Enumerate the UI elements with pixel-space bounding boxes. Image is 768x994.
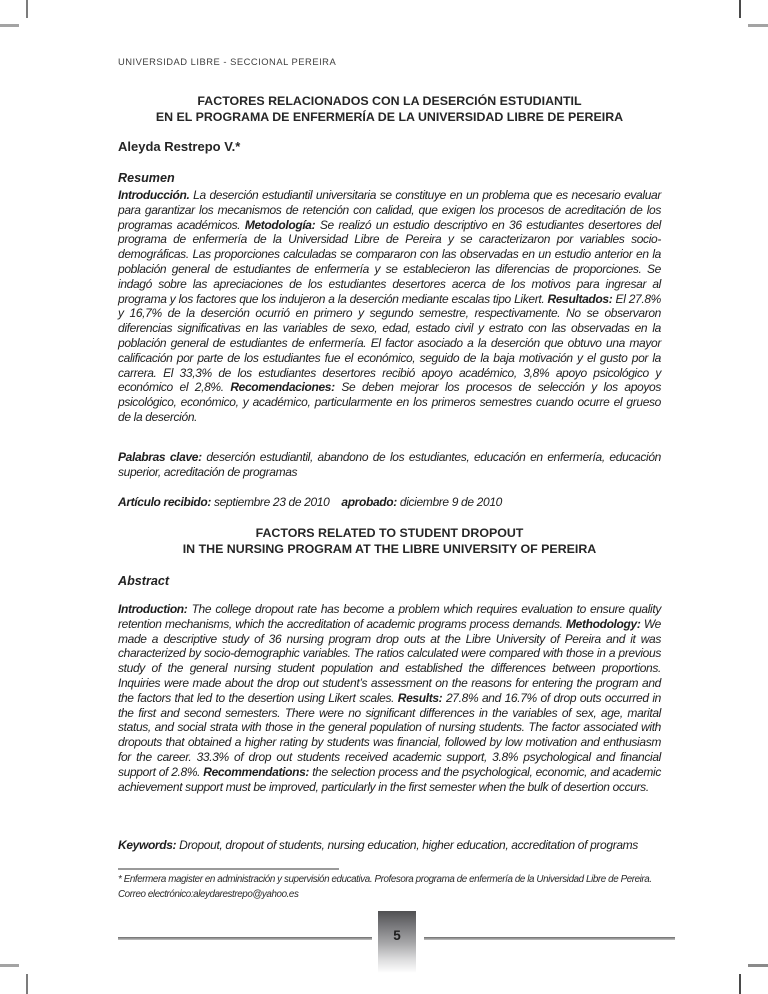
footnote-separator: [118, 868, 339, 870]
resumen-paragraph: Introducción. La deserción estudiantil universitaria se constituye en un problema que es necesario evaluar para garantizar los mecanismos de retención con calidad, que exigen los procesos de acreditación de los programas académicos. Metodología: Se realizó un estudio descriptivo en 36 estudiantes desertores del programa de enfermería de la Universidad Libre de Pereira y se caracterizaron por variables socio-demográficas. Las proporciones calculadas se compararon con las observadas en un estudio anterior en la población general de estudiantes de enfermería y se establecieron las diferencias de proporciones. Se indagó sobre las apreciaciones de los estudiantes desertores acerca de los motivos para ingresar al programa y los factores que los indujeron a la deserción mediante escalas tipo Likert. Resultados: El 27.8% y 16,7% de la deserción ocurrió en primero y segundo semestre, respectivamente. No se observaron diferencias significativas en las variables de sexo, edad, estado civil y estrato con las observadas en la población general de estudiantes de enfermería. El factor asociado a la deserción que obtuvo una mayor calificación por parte de los estudiantes fue el económico, seguido de la baja motivación y el gusto por la carrera. El 33,3% de los estudiantes desertores recibió apoyo académico, 3,8% apoyo psicológico y económico el 2,8%. Recomendaciones: Se deben mejorar los procesos de selección y los apoyos psicológico, económico, y académico, particularmente en los primeros semestres cuando ocurre el grueso de la deserción.: [118, 188, 661, 424]
page-number-tab: [378, 911, 416, 973]
article-title-es: [118, 94, 661, 125]
resumen-heading: Resumen: [118, 171, 175, 185]
article-title-en-line2: IN THE NURSING PROGRAM AT THE LIBRE UNIVERSITY OF PEREIRA: [182, 541, 597, 556]
palabras-clave-line: Palabras clave: deserción estudiantil, abandono de los estudiantes, educación en enfermería, educación superior, acreditación de programas: [118, 450, 661, 479]
article-title-en: [118, 526, 661, 558]
running-header: UNIVERSIDAD LIBRE - SECCIONAL PEREIRA: [118, 56, 337, 67]
footer-rule-left: [118, 937, 372, 940]
footnote: [118, 873, 678, 902]
received-approved-line: Artículo recibido: septiembre 23 de 2010 aprobado: diciembre 9 de 2010: [118, 495, 502, 509]
article-title-es-line1: FACTORES RELACIONADOS CON LA DESERCIÓN ESTUDIANTIL: [197, 94, 582, 108]
crop-mark-top-left-horizontal: [0, 24, 19, 27]
author-name: Aleyda Restrepo V.*: [118, 139, 241, 154]
article-title-en-line1: FACTORS RELATED TO STUDENT DROPOUT: [255, 526, 524, 540]
crop-mark-top-right-vertical: [739, 0, 741, 18]
crop-mark-bottom-right-horizontal: [748, 964, 768, 967]
crop-mark-bottom-left-horizontal: [0, 964, 19, 967]
page-number: 5: [393, 928, 401, 943]
crop-mark-bottom-right-vertical: [739, 974, 741, 994]
abstract-paragraph: Introduction: The college dropout rate has become a problem which requires evaluation to ensure quality retention mechanisms, which the accreditation of academic programs process demands. Methodology: We made a descriptive study of 36 nursing program drop outs at the Libre University of Pereira and it was characterized by socio-demographic variables. The ratios calculated were compared with those in a previous study of the general nursing student population and established the differences between proportions. Inquiries were made about the drop out student’s assessment on the reasons for entering the program and the factors that led to the desertion using Likert scales. Results: 27.8% and 16.7% of drop outs occurred in the first and second semesters. There were no significant differences in the variables of sex, age, marital status, and social strata with those in the general population of nursing students. The factor associated with dropouts that obtained a higher rating by students was financial, followed by low motivation and enthusiasm for the career. 33.3% of drop out students received academic support, 3.8% psychological and financial support of 2.8%. Recommendations: the selection process and the psychological, economic, and academic achievement support must be improved, particularly in the first semester when the bulk of desertion occurs.: [118, 602, 661, 794]
crop-mark-top-left-vertical: [26, 0, 28, 18]
footnote-line2: Correo electrónico:aleydarestrepo@yahoo.es: [118, 888, 299, 900]
crop-mark-top-right-horizontal: [748, 24, 768, 27]
footnote-line1: * Enfermera magister en administración y supervisión educativa. Profesora programa de enfermería de la Universidad Libre de Pereira.: [118, 874, 652, 885]
abstract-heading: Abstract: [118, 574, 170, 588]
footer-rule-right: [424, 937, 675, 940]
keywords-line: Keywords: Dropout, dropout of students, nursing education, higher education, accreditation of programs: [118, 838, 638, 852]
article-title-es-line2: EN EL PROGRAMA DE ENFERMERÍA DE LA UNIVERSIDAD LIBRE DE PEREIRA: [155, 109, 624, 124]
crop-mark-bottom-left-vertical: [26, 974, 28, 994]
